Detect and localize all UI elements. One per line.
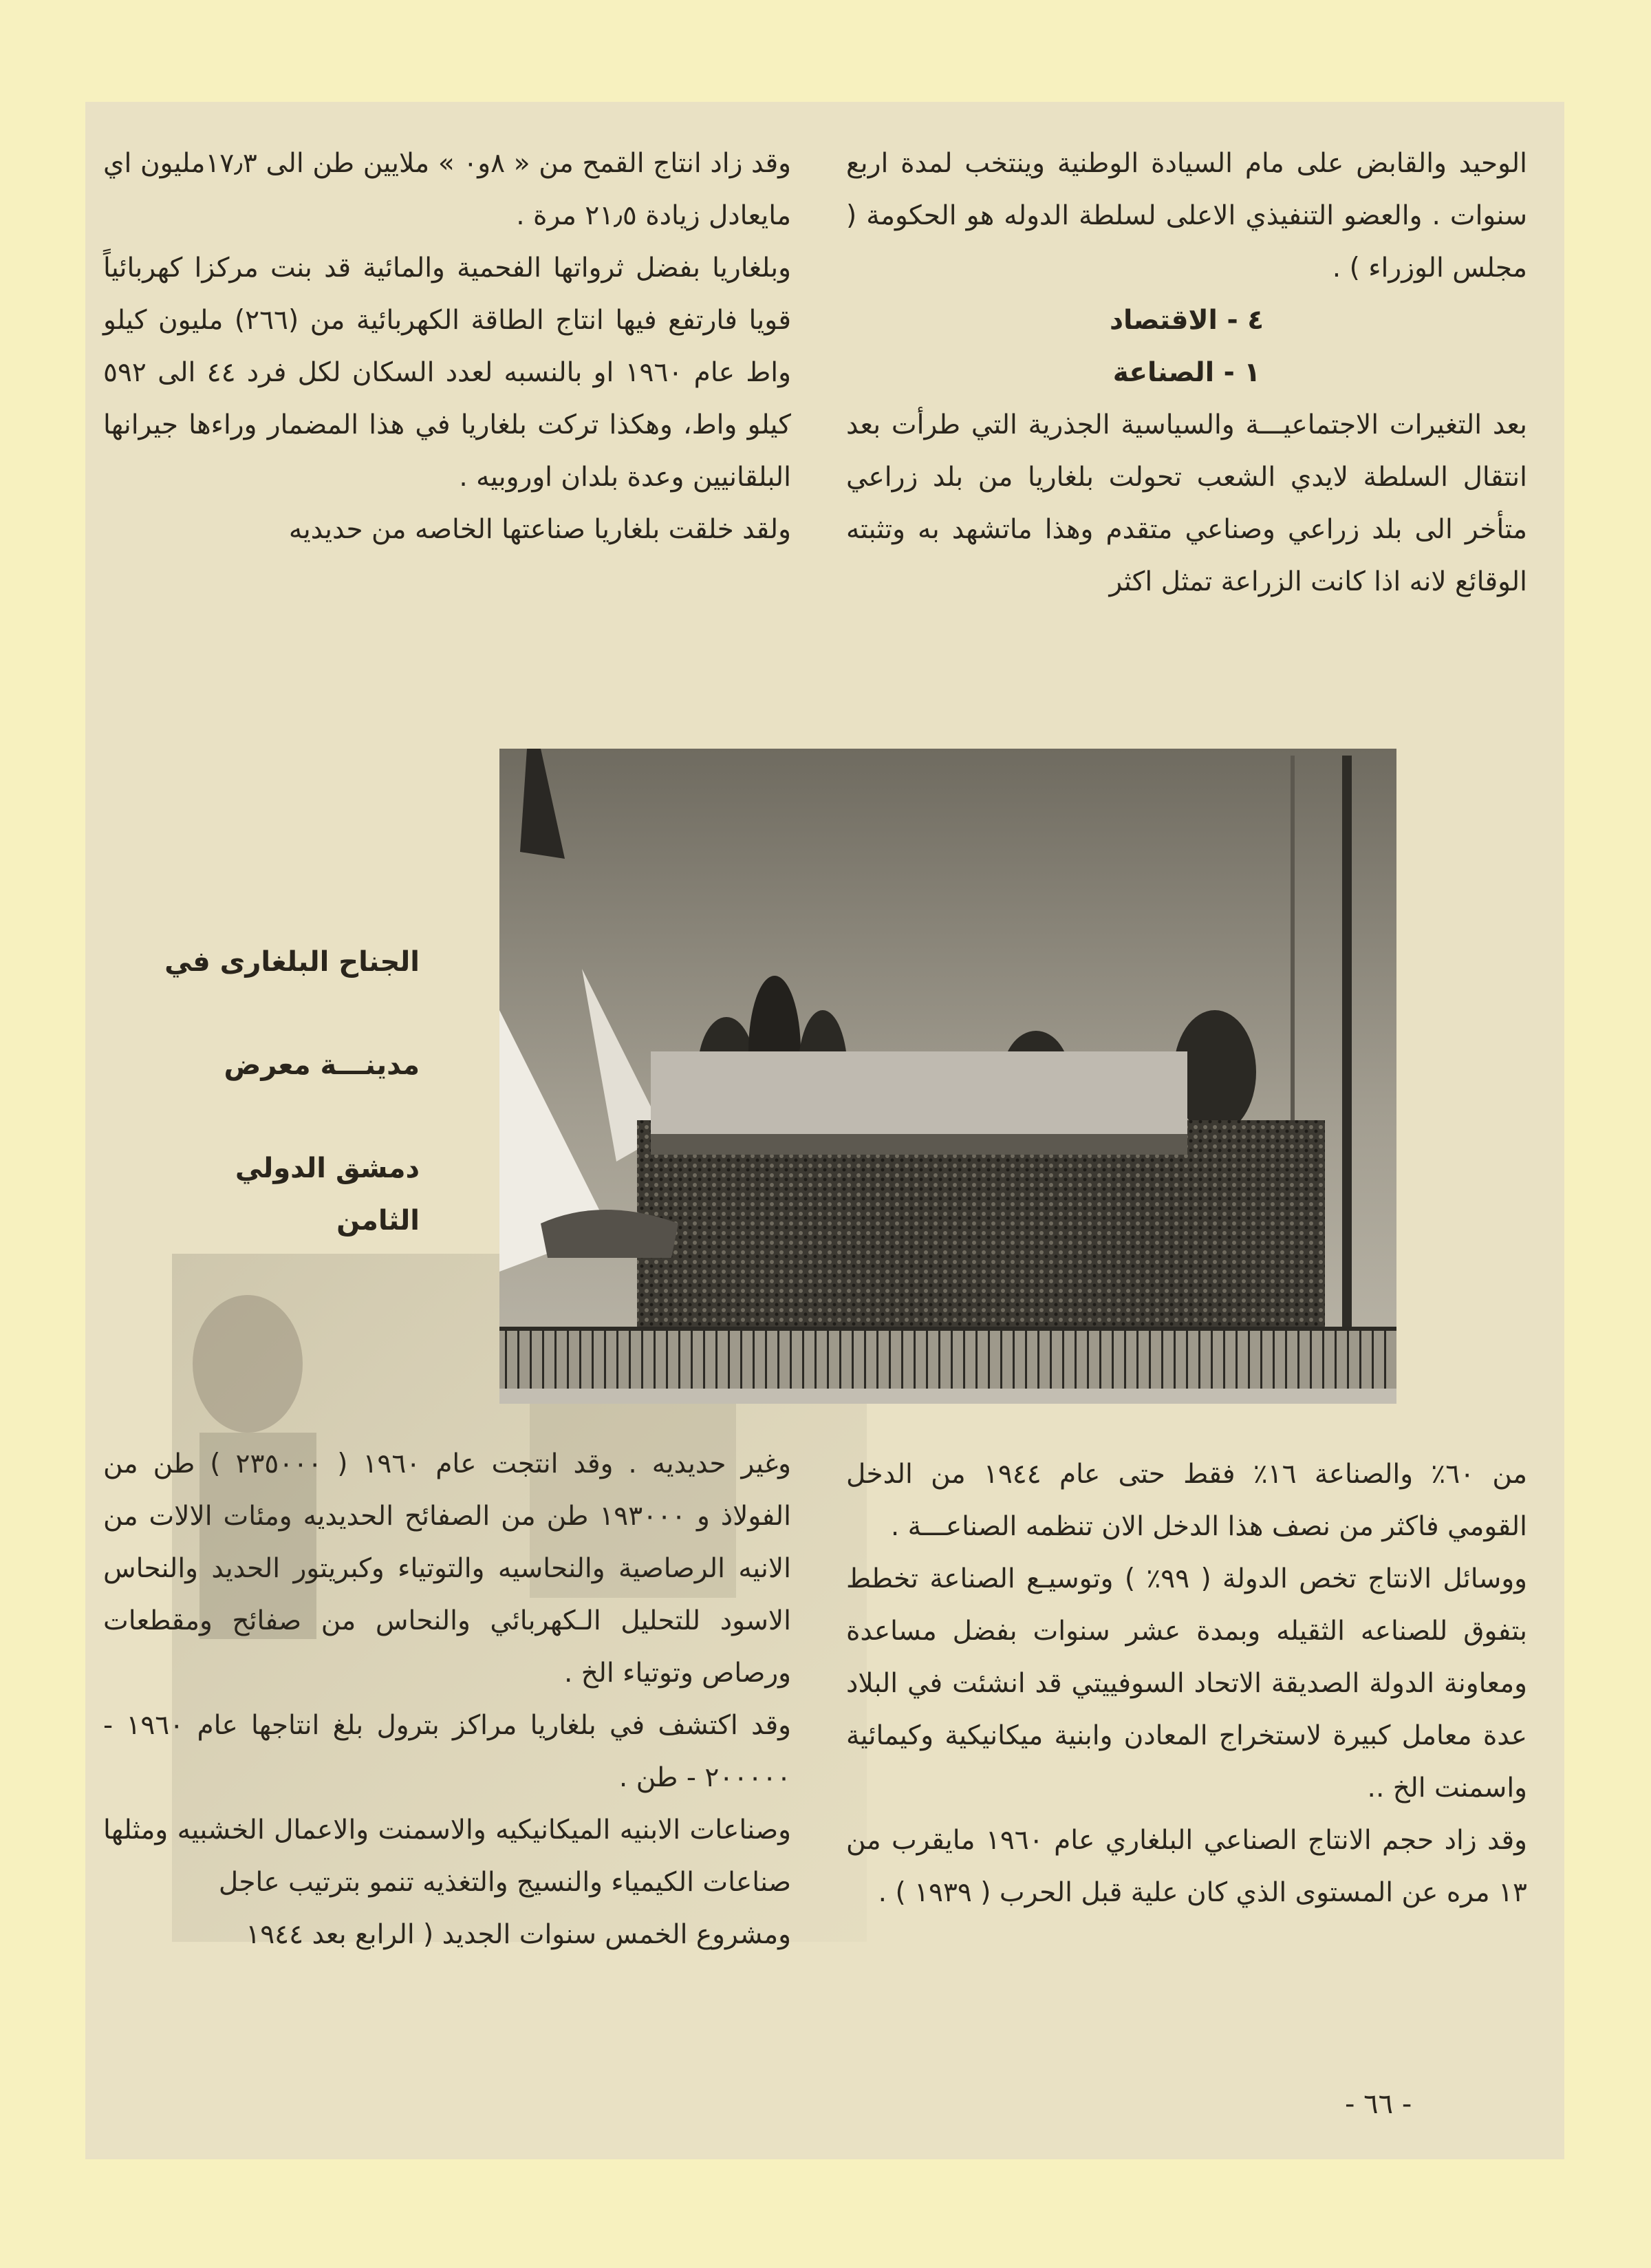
paragraph: الوحيد والقابض على مام السيادة الوطنية وينتخب لمدة اربع سنوات . والعضو التنفيذي الاعلى لسلطة الدوله هو الحكومة ( مجلس الوزراء ) . (846, 148, 1527, 284)
photo-caption (144, 936, 420, 1245)
section-heading-economy: ٤ - الاقتصاد (1109, 305, 1264, 336)
paragraph: وصناعات الابنيه الميكانيكيه والاسمنت والاعمال الخشبيه ومثلها صناعات الكيمياء والنسيج والتغذيه تنمو بترتيب عاجل (103, 1815, 791, 1898)
paragraph: ولقد خلقت بلغاريا صناعتها الخاصه من حديديه (288, 514, 791, 545)
paragraph: وقد زاد انتاج القمح من « ٨و٠ » ملايين طن الى ١٧٫٣مليون اي مايعادل زيادة ٢١٫٥ مرة . (103, 148, 791, 231)
paragraph: ووسائل الانتاج تخص الدولة ( ٩٩٪ ) وتوسيـع الصناعة تخطط بتفوق للصناعه الثقيله وبمدة عشر سنوات بفضل مساعدة ومعاونة الدولة الصديقة الاتحاد السوفييتي قد انشئت في البلاد عدة معامل كبيرة لاستخراج المعادن وابنية ميكانيكية وكيمائية واسمنت الخ .. (846, 1563, 1527, 1804)
paragraph: وقد اكتشف في بلغاريا مراكز بترول بلغ انتاجها عام ١٩٦٠ - ٢٠٠٠٠٠ - طن . (103, 1710, 791, 1793)
page-number: - ٦٦ - (1345, 2088, 1412, 2120)
paragraph: من ٦٠٪ والصناعة ١٦٪ فقط حتى عام ١٩٤٤ من الدخل القومي فاكثر من نصف هذا الدخل الان تنظمه الصناعـــة . (846, 1459, 1527, 1542)
caption-line: دمشق الدولي الثامن (235, 1153, 420, 1237)
paragraph: وقد زاد حجم الانتاج الصناعي البلغاري عام ١٩٦٠ مايقرب من ١٣ مره عن المستوى الذي كان علية قبل الحرب ( ١٩٣٩ ) . (846, 1825, 1527, 1908)
left-column-bottom (103, 1438, 791, 1961)
subsection-heading-industry: ١ - الصناعة (1112, 357, 1261, 388)
paragraph: ومشروع الخمس سنوات الجديد ( الرابع بعد ١٩٤٤ (246, 1919, 791, 1950)
right-column-top (846, 138, 1527, 608)
pavilion-photo (499, 749, 1396, 1404)
right-column-bottom (846, 1448, 1527, 1919)
caption-line: مدينـــة معرض (224, 1049, 420, 1081)
caption-line: الجناح البلغارى في (164, 946, 420, 978)
paragraph: بعد التغيرات الاجتماعيـــة والسياسية الجذرية التي طرأت بعد انتقال السلطة لايدي الشعب تحولت بلغاريا من بلد زراعي متأخر الى بلد زراعي وصناعي متقدم وهذا ماتشهد به وتثبته الوقائع لانه اذا كانت الزراعة تمثل اكثر (846, 409, 1527, 597)
paragraph: وبلغاريا بفضل ثرواتها الفحمية والمائية قد بنت مركزا كهربائياً قويا فارتفع فيها انتاج الطاقة الكهربائية من (٢٦٦) مليون كيلو واط عام ١٩٦٠ او بالنسبه لعدد السكان لكل فرد ٤٤ الى ٥٩٢ كيلو واط، وهكذا تركت بلغاريا في هذا المضمار وراءها جيرانها البلقانيين وعدة بلدان اوروبيه . (103, 253, 791, 493)
paragraph: وغير حديديه . وقد انتجت عام ١٩٦٠ ( ٢٣٥٠٠٠ ) طن من الفولاذ و ١٩٣٠٠٠ طن من الصفائح الحديديه ومئات الالات من الانيه الرصاصية والنحاسيه والتوتياء وكبريتور الحديد والنحاس الاسود للتحليل الـكهربائي والنحاس من صفائح ومقطعات ورصاص وتوتياء الخ . (103, 1448, 791, 1689)
left-column-top (103, 138, 791, 556)
